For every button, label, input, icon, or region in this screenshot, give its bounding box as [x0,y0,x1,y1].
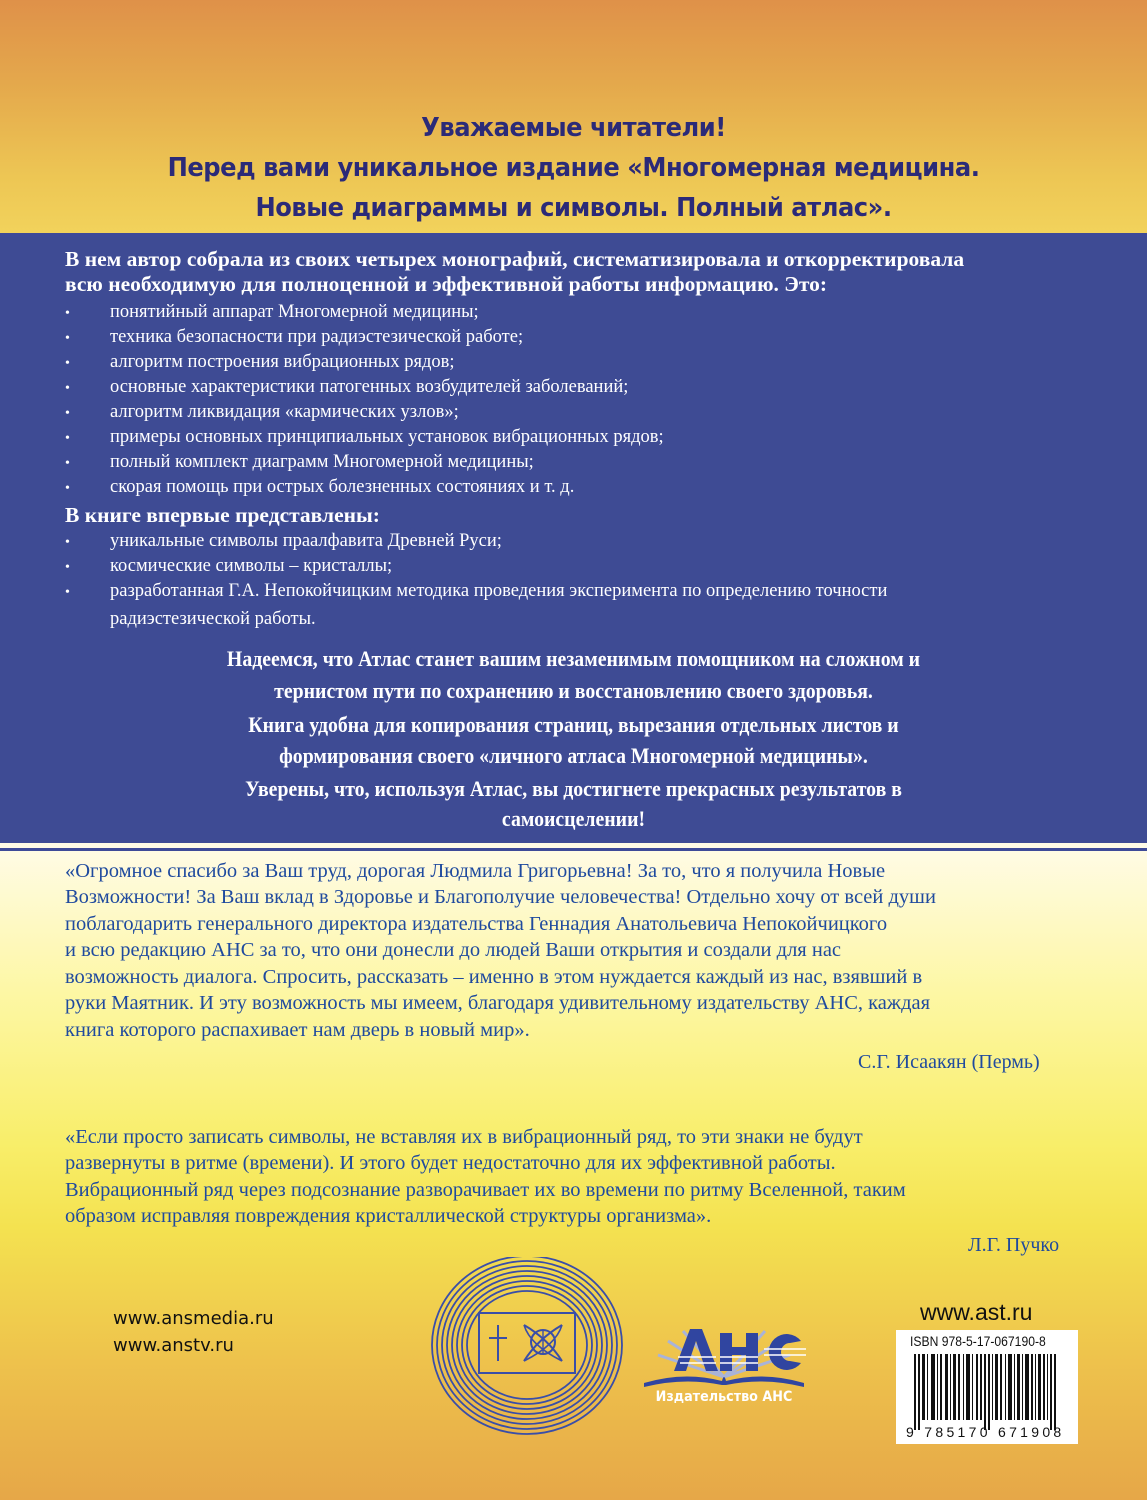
header-title-line-1: Уважаемые читатели! [421,113,726,143]
header-title-line-2: Перед вами уникальное издание «Многомерная медицина. [167,153,980,183]
bullet-icon: • [65,306,70,321]
intro-line-2: всю необходимую для полноценной и эффективной работы информацию. Это: [65,272,828,296]
quote-line: образом исправляя повреждения кристаллической структуры организма». [65,1205,712,1227]
quote-line: книга которого распахивает нам дверь в новый мир». [65,1019,530,1041]
list-item-text: основные характеристики патогенных возбудителей заболеваний; [110,377,629,397]
publisher-name: Издательство АНС [655,1389,793,1405]
intro-line-1: В нем автор собрала из своих четырех монографий, систематизировала и откорректировала [65,247,965,271]
list-item [65,529,502,553]
list-item-text: полный комплект диаграмм Многомерной медицины; [110,452,534,472]
concentric-circles-emblem-icon [430,1257,626,1447]
list-item-text: скорая помощь при острых болезненных состояниях и т. д. [110,477,575,497]
bullet-icon: • [65,331,70,346]
list-item-text: разработанная Г.А. Непокойчицким методика проведения эксперимента по определению точности [110,581,888,601]
quote-line: возможность диалога. Спросить, рассказать – именно в этом нуждается каждый из нас, взявший в [65,966,923,988]
website-link[interactable]: www.ast.ru [920,1299,1033,1325]
list-item [65,425,664,449]
closing-line-2: тернистом пути по сохранению и восстановлению своего здоровья. [274,678,873,703]
quote-line: поблагодарить генерального директора издательства Геннадия Анатольевича Непокойчицкого [65,913,888,935]
list-item-text: примеры основных принципиальных установок вибрационных рядов; [110,427,664,447]
first-presented-heading: В книге впервые представлены: [65,503,380,527]
closing-line-5: Уверены, что, используя Атлас, вы достигнете прекрасных результатов в [245,776,902,801]
list-item-continuation: радиэстезической работы. [110,609,316,629]
closing-line-1: Надеемся, что Атлас станет вашим незаменимым помощником на сложном и [226,646,921,671]
quote-line: Вибрационный ряд через подсознание разворачивает их во времени по ритму Вселенной, таким [65,1179,906,1201]
website-link[interactable]: www.anstv.ru [113,1335,234,1356]
barcode-icon [914,1354,1064,1430]
bullet-icon: • [65,431,70,446]
isbn-label: ISBN 978-5-17-067190-8 [910,1334,1046,1349]
quote-line: «Огромное спасибо за Ваш труд, дорогая Людмила Григорьевна! За то, что я получила Новые [65,860,886,882]
list-item [65,475,574,499]
list-item-text: техника безопасности при радиэстезической работе; [110,327,524,347]
bullet-icon: • [65,381,70,396]
list-item-text: уникальные символы праалфавита Древней Руси; [110,531,502,551]
quote-line: руки Маятник. И эту возможность мы имеем, благодаря удивительному издательству АНС, каждая [65,992,931,1014]
list-item [65,579,887,603]
quote-line: и всю редакцию АНС за то, что они донесли до людей Ваши открытия и создали для нас [65,939,842,961]
barcode-number: 9 785170 671908 [906,1424,1065,1440]
bullet-icon: • [65,406,70,421]
bullet-icon: • [65,560,70,575]
website-link[interactable]: www.ansmedia.ru [113,1308,274,1329]
list-item [65,300,479,324]
quote-line: «Если просто записать символы, не вставляя их в вибрационный ряд, то эти знаки не будут [65,1126,863,1148]
closing-line-4: формирования своего «личного атласа Многомерной медицины». [279,743,868,768]
publisher-logo-icon [638,1327,810,1389]
list-item-text: понятийный аппарат Многомерной медицины; [110,302,479,322]
list-item [65,450,534,474]
closing-line-3: Книга удобна для копирования страниц, вырезания отдельных листов и [248,712,899,737]
bullet-icon: • [65,356,70,371]
list-item-text: алгоритм ликвидация «кармических узлов»; [110,402,459,422]
header-title-line-3: Новые диаграммы и символы. Полный атлас». [255,193,892,223]
bullet-icon: • [65,481,70,496]
bullet-icon: • [65,535,70,550]
list-item-text: алгоритм построения вибрационных рядов; [110,352,455,372]
list-item-text: космические символы – кристаллы; [110,556,393,576]
closing-line-6: самоисцелении! [501,806,646,831]
list-item [65,400,459,424]
quote-author: Л.Г. Пучко [968,1234,1060,1256]
bullet-icon: • [65,456,70,471]
list-item [65,554,392,578]
isbn-barcode [896,1330,1078,1444]
quote-line: развернуты в ритме (времени). И этого будет недостаточно для их эффективной работы. [65,1152,836,1174]
quote-line: Возможности! За Ваш вклад в Здоровье и Благополучие человечества! Отдельно хочу от всей души [65,886,936,908]
list-item [65,375,628,399]
quote-author: С.Г. Исаакян (Пермь) [858,1051,1040,1073]
list-item [65,325,523,349]
bullet-icon: • [65,585,70,600]
list-item [65,350,455,374]
